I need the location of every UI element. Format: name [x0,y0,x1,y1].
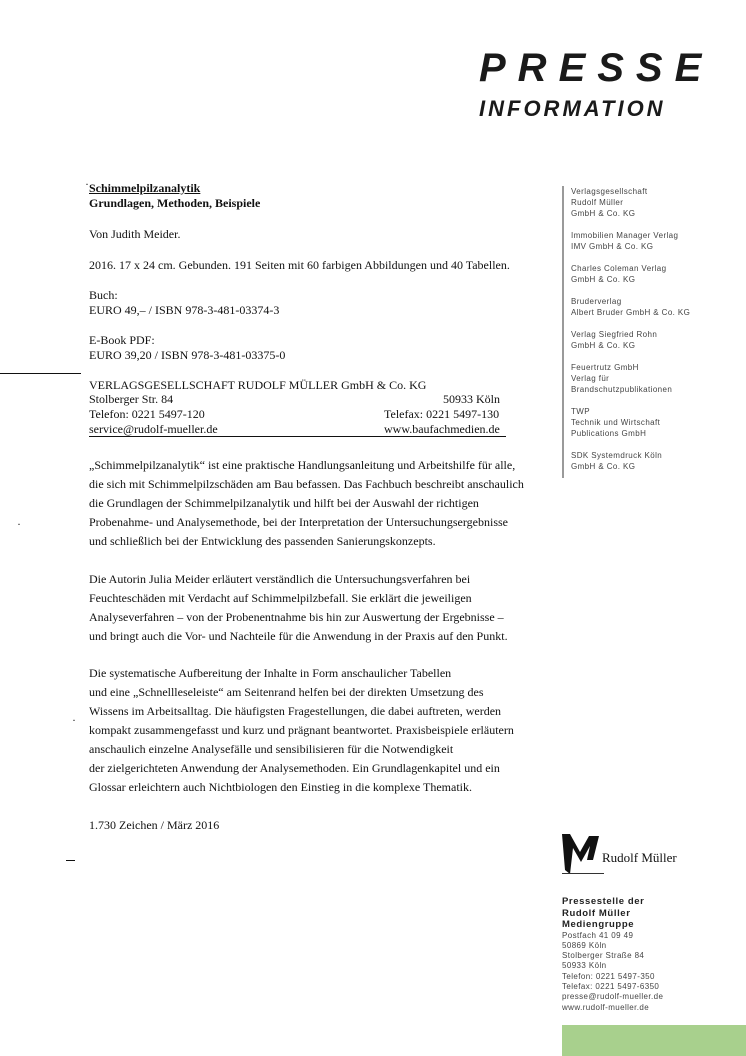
sidebar-line: Albert Bruder GmbH & Co. KG [571,308,691,317]
contact-web[interactable]: www.rudolf-mueller.de [562,1002,650,1012]
sidebar-companies [571,186,690,483]
publisher-underline [89,436,506,437]
publisher-fax: Telefax: 0221 5497-130 [384,407,500,421]
margin-rule [66,860,75,861]
logo-underline [562,873,604,874]
sidebar-group [571,450,690,472]
body-paragraph-1 [89,456,524,551]
text-line: Analyseverfahren – von der Probenentnahme bis hin zur Auswertung der Ergebnisse – [89,610,504,624]
text-line: und bringt auch die Vor- und Nachteile für die Anwendung in der Praxis auf den Punkt. [89,629,508,643]
contact-heading: Rudolf Müller [562,907,631,919]
text-line: Die systematische Aufbereitung der Inhalte in Form anschaulicher Tabellen [89,666,452,680]
sidebar-line: Bruderverlag [571,297,622,306]
publisher-email[interactable]: service@rudolf-mueller.de [89,422,218,436]
sidebar-line: SDK Systemdruck Köln [571,451,663,460]
publisher-street: Stolberger Str. 84 [89,392,174,406]
publisher-web[interactable]: www.baufachmedien.de [384,422,500,436]
sidebar-line: Feuertrutz GmbH [571,363,639,372]
bullet-mark: · [72,713,76,727]
bullet-mark: · [85,177,89,191]
body-paragraph-2 [89,570,508,646]
sidebar-line: GmbH & Co. KG [571,341,636,350]
text-line: Wissens im Arbeitsalltag. Die häufigsten Fragestellungen, die dabei auftreten, werden [89,704,502,718]
margin-rule [0,373,81,374]
text-line: die sich mit Schimmelpilzschäden am Bau befassen. Das Fachbuch beschreibt anschaulich [89,477,524,491]
sidebar-line: GmbH & Co. KG [571,275,636,284]
text-line: anschaulich einzelne Analysefälle und sensibilisieren für die Notwendigkeit [89,742,454,756]
text-line: Glossar erleichtern auch Nichtbiologen den Einstieg in die komplexe Thematik. [89,780,473,794]
green-accent-box [562,1025,746,1056]
contact-line: Postfach 41 09 49 [562,930,634,940]
presse-title: PRESSE [479,46,714,90]
sidebar-bar [562,186,564,478]
sidebar-line: Immobilien Manager Verlag [571,231,679,240]
sidebar-line: Brandschutzpublikationen [571,385,673,394]
logo-text: Rudolf Müller [602,850,677,865]
sidebar-group [571,406,690,439]
publisher-phone: Telefon: 0221 5497-120 [89,407,205,421]
sidebar-line: GmbH & Co. KG [571,462,636,471]
sidebar-group [571,362,690,395]
contact-email[interactable]: presse@rudolf-mueller.de [562,992,664,1002]
text-line: kompakt zusammengefasst und kurz und prägnant beantwortet. Praxisbeispiele erläutern [89,723,514,737]
bullet-mark: · [17,517,21,531]
character-count: 1.730 Zeichen / März 2016 [89,818,220,832]
text-line: Feuchteschäden mit Verdacht auf Schimmelpilzbefall. Sie erklärt die jeweiligen [89,591,472,605]
book-details: 2016. 17 x 24 cm. Gebunden. 191 Seiten mit 60 farbigen Abbildungen und 40 Tabellen. [89,258,510,272]
text-line: Die Autorin Julia Meider erläutert verständlich die Untersuchungsverfahren bei [89,572,471,586]
sidebar-line: TWP [571,407,590,416]
contact-line: Telefon: 0221 5497-350 [562,971,655,981]
sidebar-line: IMV GmbH & Co. KG [571,242,654,251]
sidebar-line: Publications GmbH [571,429,647,438]
sidebar-group [571,296,690,318]
sidebar-group [571,263,690,285]
sidebar-line: Verlag Siegfried Rohn [571,330,658,339]
sidebar-group [571,329,690,351]
press-contact [562,896,663,1013]
book-subtitle: Grundlagen, Methoden, Beispiele [89,196,261,210]
text-line: die Grundlagen der Schimmelpilzanalytik und hilft bei der Auswahl der richtigen [89,496,479,510]
publisher-city: 50933 Köln [443,392,500,406]
text-line: „Schimmelpilzanalytik“ ist eine praktische Handlungsanleitung und Arbeitshilfe für alle, [89,458,516,472]
sidebar-line: Technik und Wirtschaft [571,418,661,427]
publisher-name: VERLAGSGESELLSCHAFT RUDOLF MÜLLER GmbH & Co. KG [89,378,427,392]
rudolf-mueller-logo-icon [559,830,603,876]
ebook-label: E-Book PDF: [89,333,155,347]
sidebar-line: GmbH & Co. KG [571,209,636,218]
contact-line: 50869 Köln [562,940,607,950]
sidebar-line: Verlag für [571,374,610,383]
contact-line: Telefax: 0221 5497-6350 [562,981,660,991]
contact-heading: Mediengruppe [562,919,635,930]
buch-label: Buch: [89,288,118,302]
book-title: Schimmelpilzanalytik [89,181,201,195]
body-paragraph-3 [89,664,514,797]
book-author: Von Judith Meider. [89,227,181,241]
contact-heading: Pressestelle der [562,896,645,907]
text-line: Probenahme- und Analysemethode, bei der Interpretation der Untersuchungsergebnisse [89,515,508,529]
text-line: und eine „Schnellleseleiste“ am Seitenrand helfen bei der direkten Umsetzung des [89,685,484,699]
sidebar-line: Verlagsgesellschaft [571,187,648,196]
sidebar-group [571,186,690,219]
contact-line: Stolberger Straße 84 [562,951,645,961]
buch-price: EURO 49,– / ISBN 978-3-481-03374-3 [89,303,280,317]
text-line: der zielgerichteten Anwendung der Analysemethoden. Ein Grundlagenkapitel und ein [89,761,500,775]
sidebar-group [571,230,690,252]
text-line: und schließlich bei der Entwicklung des passenden Sanierungskonzepts. [89,534,436,548]
sidebar-line: Charles Coleman Verlag [571,264,667,273]
sidebar-line: Rudolf Müller [571,198,624,207]
ebook-price: EURO 39,20 / ISBN 978-3-481-03375-0 [89,348,286,362]
contact-line: 50933 Köln [562,961,607,971]
information-subtitle: INFORMATION [479,96,666,121]
